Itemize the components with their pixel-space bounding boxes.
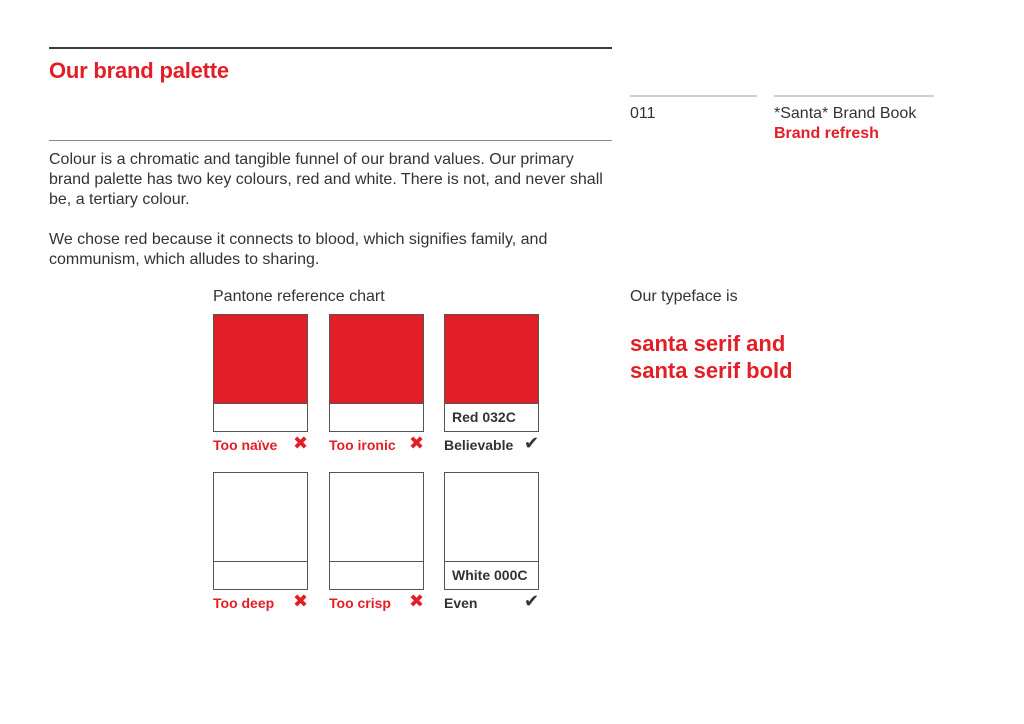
swatch-code: Red 032C (452, 409, 516, 425)
intro-paragraph-2: We chose red because it connects to blood, which signifies family, and communism, which alludes to sharing. (49, 231, 548, 268)
swatch-colour (214, 315, 307, 403)
swatch (444, 472, 539, 590)
swatch-label: Too naïve (213, 437, 278, 453)
swatch (329, 314, 424, 432)
swatch-colour (445, 473, 538, 561)
check-icon: ✔ (524, 433, 540, 453)
swatch-label: Even (444, 595, 478, 611)
title-bottom-rule (49, 140, 612, 141)
chart-title: Pantone reference chart (213, 288, 385, 305)
book-title-rule (774, 95, 934, 97)
title-top-rule (49, 47, 612, 49)
swatch-divider (214, 403, 307, 404)
page-number-rule (630, 95, 757, 97)
check-icon: ✔ (524, 591, 540, 611)
swatch-code: White 000C (452, 567, 528, 583)
book-subtitle: Brand refresh (774, 125, 879, 142)
swatch-divider (445, 561, 538, 562)
swatch-colour (445, 315, 538, 403)
swatch-label: Believable (444, 437, 514, 453)
cross-icon: ✖ (293, 591, 309, 611)
typeface-line-1: santa serif and (630, 331, 786, 356)
swatch-label: Too ironic (329, 437, 396, 453)
swatch (213, 472, 308, 590)
swatch-divider (330, 403, 423, 404)
swatch-divider (330, 561, 423, 562)
book-title: *Santa* Brand Book (774, 105, 917, 122)
swatch-label: Too deep (213, 595, 275, 611)
cross-icon: ✖ (293, 433, 309, 453)
page-title: Our brand palette (49, 58, 229, 83)
swatch-colour (214, 473, 307, 561)
typeface-names (630, 330, 793, 384)
intro-paragraph-1: Colour is a chromatic and tangible funnel of our brand values. Our primary brand palette has two key colours, red and white. There is not, and never shall be, a tertiary colour. (49, 151, 603, 208)
swatch (329, 472, 424, 590)
swatch-colour (330, 473, 423, 561)
typeface-line-2: santa serif bold (630, 358, 793, 383)
swatch-divider (445, 403, 538, 404)
swatch-label: Too crisp (329, 595, 391, 611)
cross-icon: ✖ (409, 591, 425, 611)
swatch-colour (330, 315, 423, 403)
typeface-intro: Our typeface is (630, 288, 738, 305)
swatch-divider (214, 561, 307, 562)
swatch (444, 314, 539, 432)
page-number: 011 (630, 105, 656, 122)
swatch (213, 314, 308, 432)
cross-icon: ✖ (409, 433, 425, 453)
